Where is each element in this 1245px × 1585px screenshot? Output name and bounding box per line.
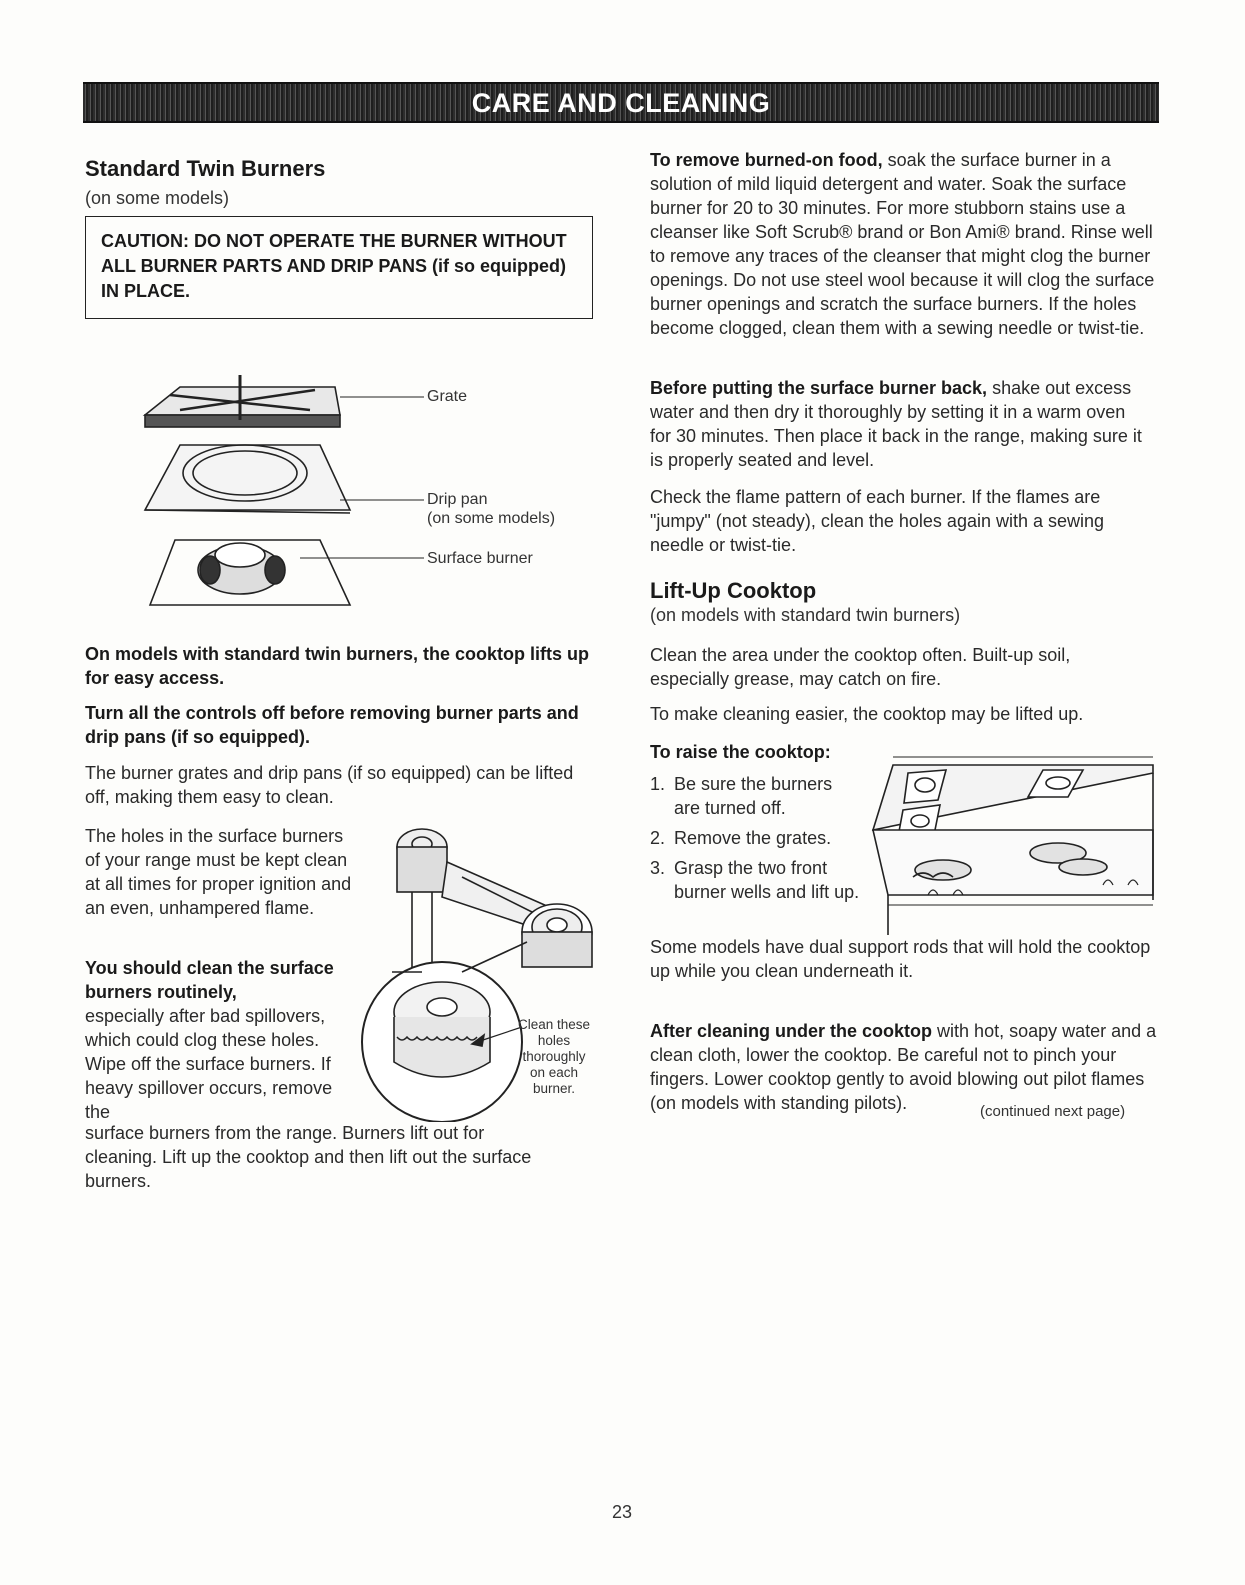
step-number: 3. (650, 858, 666, 878)
step-number: 1. (650, 774, 666, 794)
clean-routinely-text: especially after bad spillovers, which could clog these holes. Wipe off the surface burners. If heavy spillover occurs, remove the (85, 1006, 333, 1122)
caution-text: CAUTION: DO NOT OPERATE THE BURNER WITHOUT ALL BURNER PARTS AND DRIP PANS (if so equipped) IN PLACE. (101, 231, 567, 301)
paragraph-burners-lift-out: surface burners from the range. Burners lift out for cleaning. Lift up the cooktop and then lift out the surface burners. (85, 1123, 532, 1191)
raise-step (650, 772, 860, 820)
bold-note-lift-up: On models with standard twin burners, the cooktop lifts up for easy access. (85, 644, 590, 688)
label-line-5: burner. (532, 1081, 576, 1096)
clean-routinely-bold: You should clean the surface burners routinely, (85, 958, 334, 1002)
after-cleaning-text: with hot, soapy water and a clean cloth, lower the cooktop. Be careful not to pinch your fingers. Lower cooktop gently to avoid blowing out pilot flames (on models with standing pilots). (650, 1021, 1157, 1113)
after-cleaning-bold: After cleaning under the cooktop (650, 1021, 933, 1041)
page-number: 23 (612, 1502, 633, 1522)
continued-next-page: (continued next page) (980, 1103, 1126, 1120)
paragraph-after-cleaning (650, 1019, 1160, 1115)
step-text: Be sure the burners are turned off. (674, 774, 833, 818)
paragraph-clean-area: Clean the area under the cooktop often. Built-up soil, especially grease, may catch on fire. (650, 645, 1071, 689)
subheading-some-models: (on some models) (85, 188, 230, 208)
heading-standard-twin-burners: Standard Twin Burners (85, 156, 326, 181)
paragraph-easier-cleaning: To make cleaning easier, the cooktop may be lifted up. (650, 704, 1084, 724)
caution-box (85, 216, 593, 319)
paragraph-flame-pattern: Check the flame pattern of each burner. If the flames are "jumpy" (not steady), clean the holes again with a sewing needle or twist-tie. (650, 487, 1105, 555)
label-drip-pan-note: (on some models) (427, 510, 556, 527)
step-text: Remove the grates. (674, 828, 832, 848)
section-banner (83, 82, 1159, 123)
burner-exploded-diagram (140, 365, 580, 620)
raise-step (650, 826, 860, 850)
label-grate: Grate (427, 388, 468, 405)
heading-lift-up-cooktop: Lift-Up Cooktop (650, 578, 817, 603)
lifted-cooktop-diagram (868, 745, 1163, 940)
paragraph-grates-lift-off: The burner grates and drip pans (if so equipped) can be lifted off, making them easy to clean. (85, 763, 574, 807)
paragraph-support-rods: Some models have dual support rods that will hold the cooktop up while you clean underneath it. (650, 937, 1151, 981)
label-surface-burner: Surface burner (427, 550, 533, 567)
bold-note-controls-off: Turn all the controls off before removing burner parts and drip pans (if so equipped). (85, 703, 579, 747)
raise-steps-list (650, 772, 860, 910)
paragraph-burned-on-food (650, 148, 1160, 340)
label-line-2: holes (537, 1033, 571, 1048)
label-line-1: Clean these (517, 1017, 591, 1032)
putting-back-text: shake out excess water and then dry it thoroughly by setting it in a warm oven for 30 minutes. Then place it back in the range, making sure it is properly seated and level. (650, 378, 1142, 470)
paragraph-holes-clean: The holes in the surface burners of your range must be kept clean at all times for proper ignition and an even, unhampered flame. (85, 826, 352, 918)
subheading-standard-twin: (on models with standard twin burners) (650, 605, 961, 625)
label-drip-pan: Drip pan (427, 491, 488, 508)
burned-on-food-text: soak the surface burner in a solution of mild liquid detergent and water. Soak the surface burner for 20 to 30 minutes. For more stubborn stains use a cleanser like Soft Scrub® brand or Bon Ami® brand. Rinse well to remove any traces of the cleanser that might clog the burner openings. Do not use steel wool because it will clog the surface burner openings and scratch the surface burners. If the holes become clogged, clean them with a sewing needle or twist-tie. (650, 150, 1155, 338)
paragraph-clean-routinely (85, 956, 350, 1124)
heading-raise-cooktop: To raise the cooktop: (650, 742, 831, 762)
putting-back-bold: Before putting the surface burner back, (650, 378, 988, 398)
step-text: Grasp the two front burner wells and lift up. (674, 858, 860, 902)
section-title: CARE AND CLEANING (471, 88, 771, 118)
burned-on-food-bold: To remove burned-on food, (650, 150, 883, 170)
paragraph-putting-back (650, 376, 1150, 472)
step-number: 2. (650, 828, 666, 848)
label-line-3: thoroughly (522, 1049, 586, 1064)
label-clean-these-holes (509, 1017, 599, 1097)
label-line-4: on each (529, 1065, 579, 1080)
raise-step (650, 856, 860, 904)
